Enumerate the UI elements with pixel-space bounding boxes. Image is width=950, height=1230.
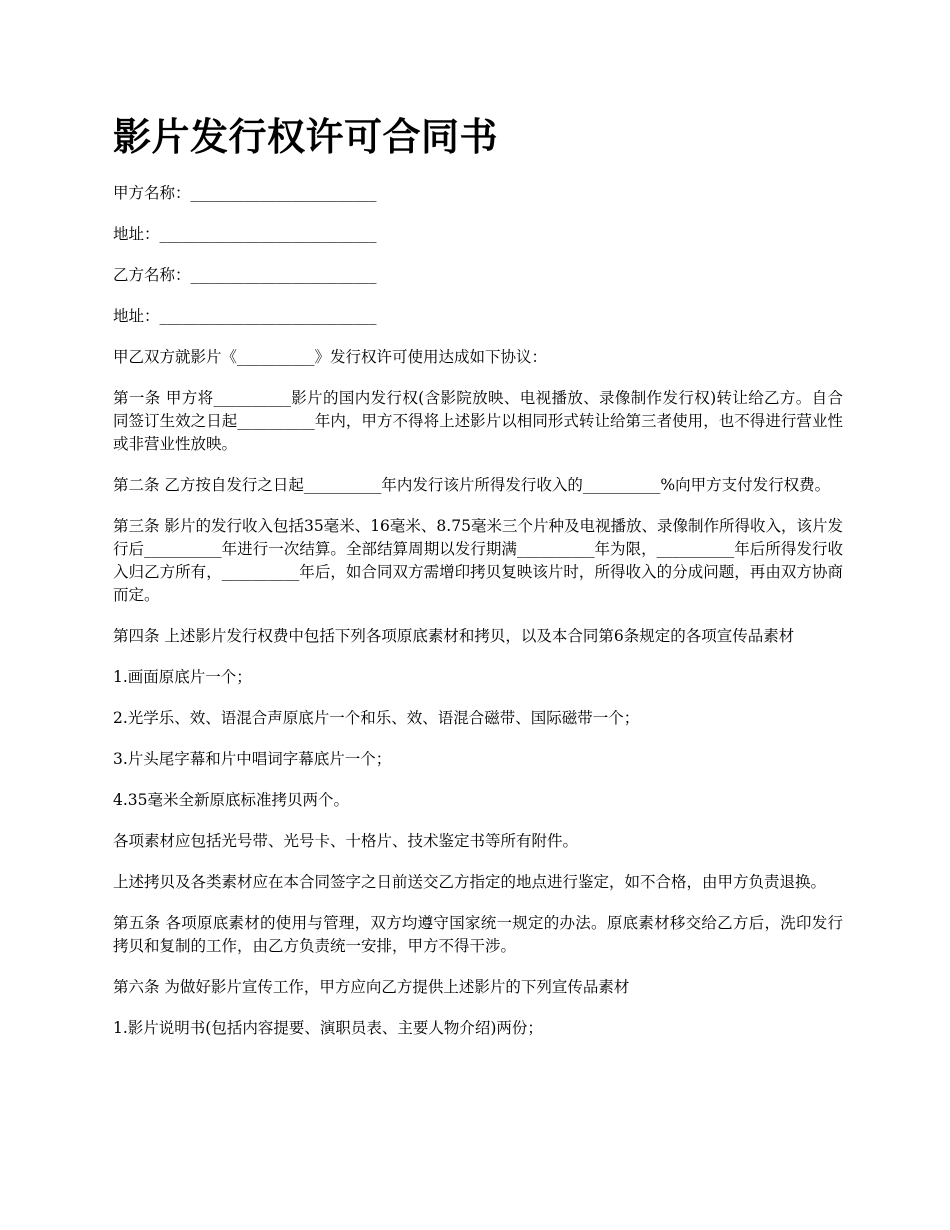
article-4-item-3: 3.片头尾字幕和片中唱词字幕底片一个；: [113, 750, 392, 768]
article-4-item-4: 4.35毫米全新原底标准拷贝两个。: [113, 791, 350, 809]
materials-attachments: 各项素材应包括光号带、光号卡、十格片、技术鉴定书等所有附件。: [113, 832, 579, 850]
document-title: 影片发行权许可合同书: [113, 114, 499, 159]
article-6-item-1: 1.影片说明书(包括内容提要、演职员表、主要人物介绍)两份；: [113, 1019, 543, 1037]
article-5: 第五条 各项原底素材的使用与管理，双方均遵守国家统一规定的办法。原底素材移交给乙方后，洗印发行拷贝和复制的工作，由乙方负责统一安排，甲方不得干涉。: [113, 914, 843, 955]
article-4-item-1: 1.画面原底片一个；: [113, 668, 252, 686]
party-a-address: 地址：____________________________: [113, 225, 377, 243]
agreement-intro: 甲乙双方就影片《__________》发行权许可使用达成如下协议：: [113, 348, 548, 366]
document-page: [113, 108, 843, 1058]
party-a-name: 甲方名称：________________________: [113, 184, 377, 202]
article-4: 第四条 上述影片发行权费中包括下列各项原底素材和拷贝，以及本合同第6条规定的各项宣传品素材: [113, 627, 795, 645]
party-b-address: 地址：____________________________: [113, 307, 377, 325]
party-b-name: 乙方名称：________________________: [113, 266, 377, 284]
article-6: 第六条 为做好影片宣传工作，甲方应向乙方提供上述影片的下列宣传品素材: [113, 978, 630, 996]
article-3: 第三条 影片的发行收入包括35毫米、16毫米、8.75毫米三个片种及电视播放、录像制作所得收入，该片发行后__________年进行一次结算。全部结算周期以发行期满__________年为限，__________年后所得发行收入归乙方所有，__________年后，如合同双方需增印拷贝复映该片时，所得收入的分成问题，再由双方协商而定。: [113, 517, 843, 604]
article-1: 第一条 甲方将__________影片的国内发行权(含影院放映、电视播放、录像制作发行权)转让给乙方。自合同签订生效之日起__________年内，甲方不得将上述影片以相同形式转让给第三者使用，也不得进行营业性或非营业性放映。: [113, 389, 843, 453]
materials-inspection: 上述拷贝及各类素材应在本合同签字之日前送交乙方指定的地点进行鉴定，如不合格，由甲方负责退换。: [113, 873, 827, 891]
article-2: 第二条 乙方按自发行之日起__________年内发行该片所得发行收入的__________%向甲方支付发行权费。: [113, 476, 831, 494]
article-4-item-2: 2.光学乐、效、语混合声原底片一个和乐、效、语混合磁带、国际磁带一个；: [113, 709, 640, 727]
